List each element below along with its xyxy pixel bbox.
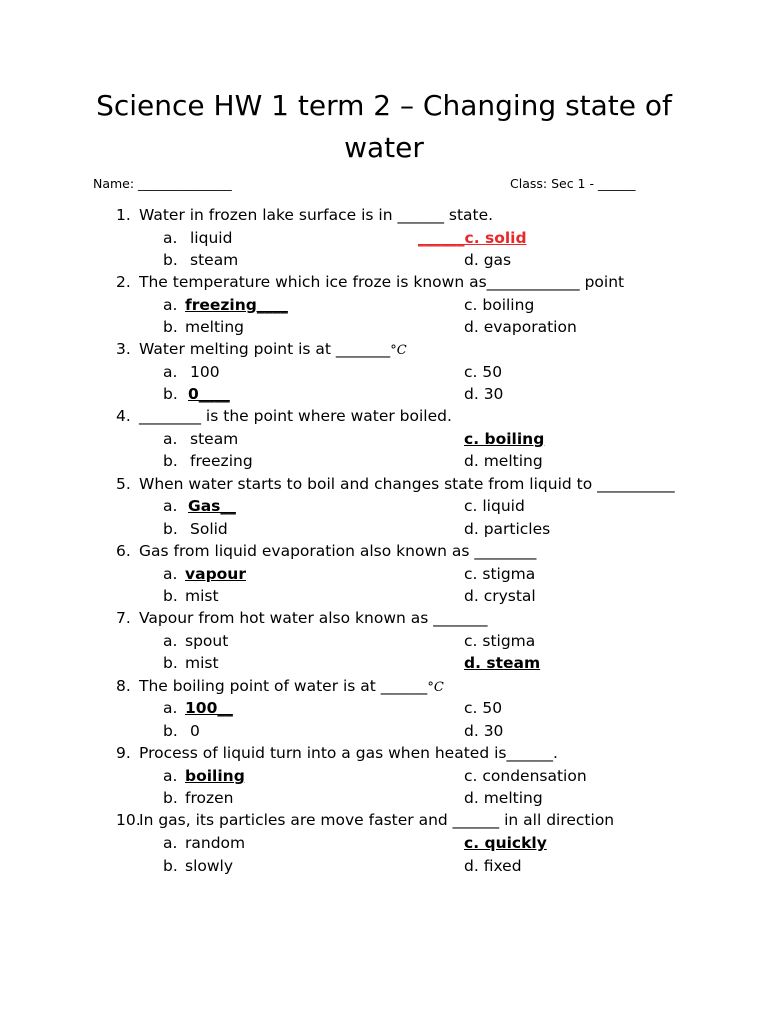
option-c (464, 697, 502, 719)
option-d (464, 316, 577, 338)
option-text: d. melting (464, 789, 543, 807)
option-text: d. gas (464, 251, 512, 269)
option-d (464, 518, 550, 540)
option-text: freezing____ (185, 296, 288, 314)
option-letter: b. (163, 385, 178, 403)
option-letter: b. (163, 654, 178, 672)
option-text: ______c. solid (418, 229, 527, 247)
option-text: spout (185, 632, 229, 650)
option-c (464, 563, 535, 585)
question-text: The temperature which ice froze is known as____________ point (139, 273, 625, 291)
option-text: c. boiling (464, 430, 545, 448)
option-letter: b. (163, 857, 178, 875)
option-letter: b. (163, 452, 178, 470)
question-number: 9. (116, 744, 131, 762)
question-number: 6. (116, 542, 131, 560)
option-text: mist (185, 587, 219, 605)
option-text: 0 (190, 722, 200, 740)
option-c (464, 294, 534, 316)
option-letter: a. (163, 497, 178, 515)
option-letter: a. (163, 229, 178, 247)
option-letter: b. (163, 318, 178, 336)
option-text: d. crystal (464, 587, 536, 605)
option-text: c. stigma (464, 632, 536, 650)
option-text: d. fixed (464, 857, 522, 875)
option-text: melting (185, 318, 244, 336)
question-10 (0, 809, 768, 831)
question-5 (0, 473, 768, 495)
question-number: 1. (116, 206, 131, 224)
question-9 (0, 742, 768, 764)
question-text: The boiling point of water is at ______ (139, 677, 428, 695)
option-letter: b. (163, 789, 178, 807)
option-text: Gas__ (188, 497, 236, 515)
option-letter: a. (163, 834, 178, 852)
question-number: 10. (116, 811, 141, 829)
option-text: liquid (190, 229, 233, 247)
option-text: boiling (185, 767, 245, 785)
question-1 (0, 204, 768, 226)
option-text: c. boiling (464, 296, 535, 314)
name-field: Name: _______________ (93, 176, 232, 191)
question-text: Vapour from hot water also known as _______ (139, 609, 488, 627)
option-text: 100__ (185, 699, 233, 717)
option-text: 100 (190, 363, 220, 381)
question-number: 7. (116, 609, 131, 627)
option-d (464, 585, 536, 607)
question-text: Water melting point is at _______ (139, 340, 391, 358)
question-6 (0, 540, 768, 562)
question-text: Process of liquid turn into a gas when heated is______. (139, 744, 558, 762)
option-d (464, 855, 522, 877)
option-text: steam (190, 251, 239, 269)
option-d (464, 720, 503, 742)
option-text: frozen (185, 789, 234, 807)
degree-celsius-symbol: °C (390, 343, 407, 358)
question-text: Gas from liquid evaporation also known as ________ (139, 542, 537, 560)
option-letter: a. (163, 296, 178, 314)
option-c (464, 765, 587, 787)
option-text: d. particles (464, 520, 551, 538)
option-text: mist (185, 654, 219, 672)
question-number: 3. (116, 340, 131, 358)
question-8 (0, 675, 768, 697)
option-text: freezing (190, 452, 253, 470)
option-letter: a. (163, 699, 178, 717)
option-text: steam (190, 430, 239, 448)
question-4 (0, 405, 768, 427)
option-letter: a. (163, 363, 178, 381)
option-text: c. 50 (464, 363, 503, 381)
option-letter: b. (163, 251, 178, 269)
option-c-answer (464, 832, 547, 854)
option-text: Solid (190, 520, 228, 538)
option-c (464, 630, 535, 652)
page-title: Science HW 1 term 2 – Changing state of water (96, 89, 672, 164)
option-d-answer (464, 652, 540, 674)
option-text: d. melting (464, 452, 543, 470)
option-letter: b. (163, 520, 178, 538)
option-text: 0____ (188, 385, 230, 403)
question-text: ________ is the point where water boiled. (139, 407, 452, 425)
option-text: vapour (185, 565, 246, 583)
option-text: slowly (185, 857, 234, 875)
option-text: c. quickly (464, 834, 547, 852)
option-letter: a. (163, 565, 178, 583)
option-text: c. condensation (464, 767, 587, 785)
degree-celsius-symbol: °C (427, 680, 444, 695)
question-7 (0, 607, 768, 629)
option-c (464, 495, 525, 517)
option-letter: a. (163, 430, 178, 448)
option-d (464, 450, 543, 472)
option-letter: b. (163, 587, 178, 605)
class-field: Class: Sec 1 - ______ (510, 176, 636, 191)
question-text: When water starts to boil and changes state from liquid to __________ (139, 475, 675, 493)
option-letter: b. (163, 722, 178, 740)
question-number: 5. (116, 475, 131, 493)
option-letter: a. (163, 767, 178, 785)
question-number: 4. (116, 407, 131, 425)
option-c-answer (418, 227, 527, 249)
option-text: d. steam (464, 654, 541, 672)
question-text: In gas, its particles are move faster and ______ in all direction (139, 811, 615, 829)
option-text: d. 30 (464, 722, 504, 740)
question-2 (0, 271, 768, 293)
option-d (464, 787, 543, 809)
option-text: c. liquid (464, 497, 525, 515)
option-letter: a. (163, 632, 178, 650)
option-text: random (185, 834, 246, 852)
option-text: d. 30 (464, 385, 504, 403)
option-c-answer (464, 428, 544, 450)
question-text: Water in frozen lake surface is in ______ state. (139, 206, 494, 224)
option-d (464, 383, 503, 405)
option-text: d. evaporation (464, 318, 577, 336)
option-text: c. 50 (464, 699, 503, 717)
option-text: c. stigma (464, 565, 536, 583)
option-c (464, 361, 502, 383)
question-3 (0, 338, 768, 360)
question-number: 8. (116, 677, 131, 695)
option-d (464, 249, 511, 271)
question-number: 2. (116, 273, 131, 291)
